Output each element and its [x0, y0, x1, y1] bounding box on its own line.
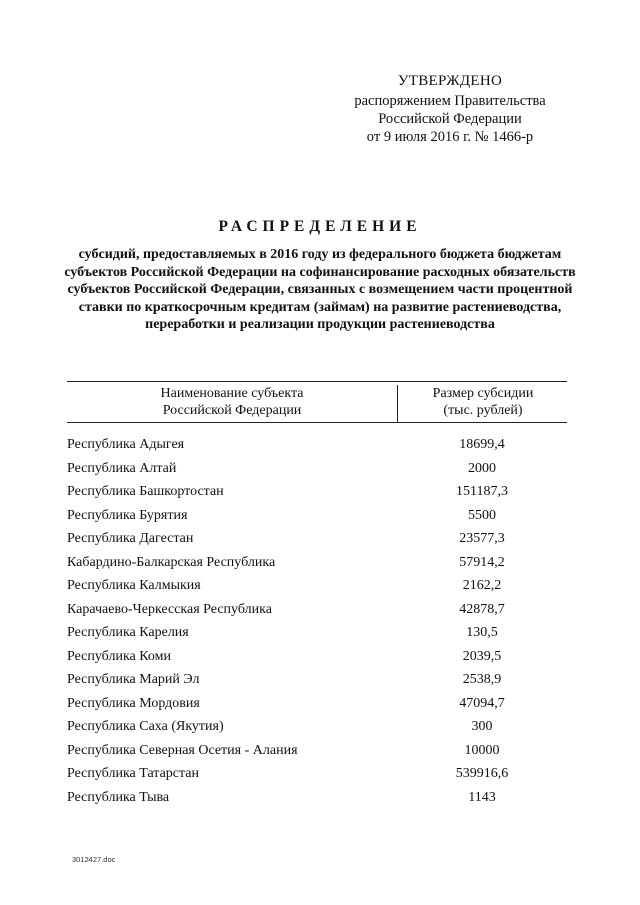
table-row [67, 696, 567, 720]
subject-name: Республика Северная Осетия - Алания [67, 742, 298, 758]
table-row [67, 578, 567, 602]
document-heading: РАСПРЕДЕЛЕНИЕ [218, 218, 422, 235]
subject-name: Республика Адыгея [67, 437, 185, 452]
file-footer: 3012427.doc [72, 855, 116, 864]
subject-name: Республика Татарстан [67, 766, 200, 781]
header-subject-line-2: Российской Федерации [162, 403, 302, 418]
table-row [67, 766, 567, 790]
subsidy-value: 300 [471, 719, 493, 734]
table-body [67, 437, 567, 813]
subject-name: Республика Калмыкия [67, 578, 201, 593]
subsidy-value: 2000 [468, 460, 496, 476]
subject-name: Кабардино-Балкарская Республика [67, 554, 276, 570]
table-row [67, 790, 567, 814]
approval-line-2: Российской Федерации [378, 111, 522, 127]
subsidy-value: 10000 [464, 742, 500, 758]
subject-name: Республика Коми [67, 648, 171, 664]
subject-name: Республика Саха (Якутия) [67, 719, 224, 734]
subject-name: Республика Мордовия [67, 695, 200, 711]
subsidy-value: 57914,2 [459, 554, 505, 570]
table-row [67, 602, 567, 626]
header-amount-line-1: Размер субсидии [432, 386, 534, 401]
approval-line-3: от 9 июля 2016 г. № 1466-р [366, 129, 534, 145]
subsidy-value: 151187,3 [456, 484, 508, 499]
subsidy-table [67, 381, 567, 813]
table-header [67, 381, 567, 423]
table-row [67, 484, 567, 508]
table-row [67, 649, 567, 673]
subject-name: Республика Тыва [67, 789, 170, 805]
table-row [67, 508, 567, 532]
subsidy-value: 2039,5 [462, 648, 502, 664]
subsidy-value: 2162,2 [462, 578, 502, 593]
approval-block [330, 72, 570, 146]
subsidy-value: 47094,7 [459, 695, 505, 711]
subsidy-value: 42878,7 [459, 601, 505, 617]
subsidy-value: 5500 [468, 507, 496, 523]
subject-name: Республика Карелия [67, 625, 189, 640]
header-subject-name [67, 385, 397, 419]
table-row [67, 672, 567, 696]
header-amount-line-2: (тыс. рублей) [443, 403, 523, 418]
table-row [67, 531, 567, 555]
subject-name: Республика Алтай [67, 460, 177, 476]
subject-name: Республика Бурятия [67, 507, 188, 523]
subject-name: Республика Башкортостан [67, 484, 224, 499]
subsidy-value: 2538,9 [462, 672, 502, 687]
table-row [67, 461, 567, 485]
subsidy-value: 1143 [468, 789, 496, 805]
table-row [67, 719, 567, 743]
table-row [67, 625, 567, 649]
table-row [67, 437, 567, 461]
subsidy-value: 539916,6 [455, 766, 509, 781]
table-row [67, 743, 567, 767]
approval-line-1: распоряжением Правительства [354, 93, 546, 109]
subsidy-value: 23577,3 [459, 531, 505, 546]
document-subtitle: субсидий, предоставляемых в 2016 году из федерального бюджета бюджетам субъектов Российской Федерации на софинансирование расходных обязательств субъектов Российской Федерации, связанных с возмещением части процентной ставки по краткосрочным кредитам (займам) на развитие растениеводства, переработки и реализации продукции растениеводства [64, 247, 576, 332]
header-subject-line-1: Наименование субъекта [160, 386, 304, 401]
subject-name: Карачаево-Черкесская Республика [67, 601, 272, 617]
subject-name: Республика Марий Эл [67, 672, 200, 687]
table-row [67, 555, 567, 579]
subject-name: Республика Дагестан [67, 531, 194, 546]
header-subsidy-amount [397, 385, 568, 422]
approval-title: УТВЕРЖДЕНО [397, 73, 503, 89]
subsidy-value: 18699,4 [459, 437, 505, 452]
subsidy-value: 130,5 [466, 625, 498, 640]
